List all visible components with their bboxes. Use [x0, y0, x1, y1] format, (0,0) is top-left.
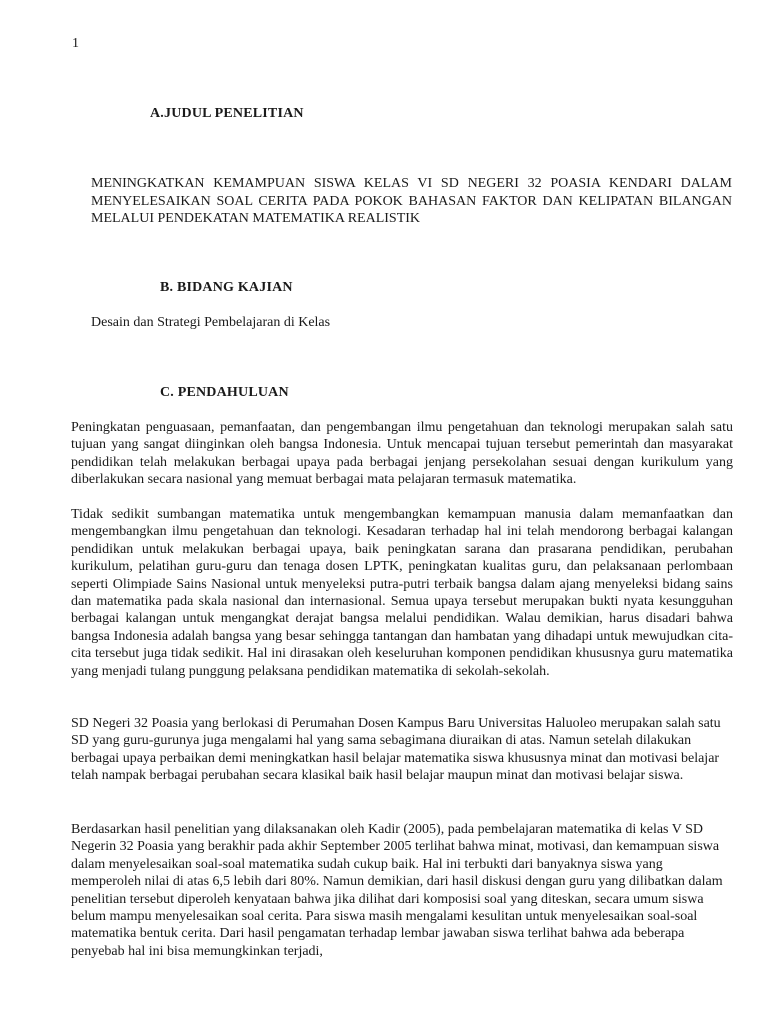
research-title: MENINGKATKAN KEMAMPUAN SISWA KELAS VI SD NEGERI 32 POASIA KENDARI DALAM MENYELESAIKAN SOAL CERITA PADA POKOK BAHASAN FAKTOR DAN KELIPATAN BILANGAN MELALUI PENDEKATAN MATEMATIKA REALISTIK: [91, 176, 732, 226]
page-number: 1: [72, 36, 79, 51]
intro-paragraph-3: SD Negeri 32 Poasia yang berlokasi di Perumahan Dosen Kampus Baru Universitas Haluoleo merupakan salah satu SD yang guru-gurunya juga mengalami hal yang sama sebagimana diuraikan di atas. Namun setelah dilakukan berbagai upaya perbaikan demi meningkatkan hasil belajar matematika siswa khususnya minat dan motivasi belajar telah nampak berbagai perubahan secara klasikal baik hasil belajar maupun minat dan motivasi belajar siswa.: [71, 716, 721, 784]
section-a-heading: A.JUDUL PENELITIAN: [150, 106, 304, 121]
intro-paragraph-2: Tidak sedikit sumbangan matematika untuk mengembangkan kemampuan manusia dalam memanfaatkan dan mengembangkan ilmu pengetahuan dan teknologi. Kesadaran terhadap hal ini telah mendorong berbagai kalangan pendidikan untuk melakukan berbagai upaya, baik peningkatan sarana dan prasarana pendidikan, perubahan kurikulum, pelatihan guru-guru dan tenaga dosen LPTK, peningkatan kualitas guru, dan pelaksanaan perlombaan seperti Olimpiade Sains Nasional untuk menyeleksi putra-putri terbaik bangsa dalam ajang menyeleksi bidang sains dan matematika pada skala nasional dan internasional. Semua upaya tersebut merupakan bukti nyata kesungguhan berbagai kalangan untuk mengangkat derajat bangsa melalui pendidikan. Walau demikian, harus disadari bahwa bangsa Indonesia adalah bangsa yang besar sehingga tantangan dan hambatan yang dihadapi untuk mewujudkan cita-cita tersebut juga tidak sedikit. Hal ini dirasakan oleh keseluruhan komponen pendidikan khususnya guru matematika yang menjadi tulang punggung pelaksana pendidikan matematika di sekolah-sekolah.: [71, 507, 733, 679]
intro-paragraph-1: Peningkatan penguasaan, pemanfaatan, dan pengembangan ilmu pengetahuan dan teknologi merupakan salah satu tujuan yang sangat diinginkan oleh bangsa Indonesia. Untuk mencapai tujuan tersebut pemerintah dan masyarakat pendidikan telah melakukan berbagai upaya pada berbagai jenjang persekolahan sesuai dengan kurikulum yang diberlakukan secara nasional yang memuat berbagai mata pelajaran termasuk matematika.: [71, 420, 733, 488]
section-c-heading: C. PENDAHULUAN: [160, 385, 289, 400]
intro-paragraph-4: Berdasarkan hasil penelitian yang dilaksanakan oleh Kadir (2005), pada pembelajaran matematika di kelas V SD Negerin 32 Poasia yang berakhir pada akhir September 2005 terlihat bahwa minat, motivasi, dan kemampuan siswa dalam menyelesaikan soal-soal matematika sudah cukup baik. Hal ini terbukti dari banyaknya siswa yang memperoleh nilai di atas 6,5 lebih dari 80%. Namun demikian, dari hasil diskusi dengan guru yang dilibatkan dalam penelitian tersebut diperoleh kenyataan bahwa jika dilihat dari komposisi soal yang diteskan, secara umum siswa belum mampu menyelesaikan soal cerita. Para siswa masih mengalami kesulitan untuk menyelesaikan soal-soal matematika bentuk cerita. Dari hasil pengamatan terhadap lembar jawaban siswa terlihat bahwa ada beberapa penyebab hal ini bisa memungkinkan terjadi,: [71, 822, 723, 959]
study-field-text: Desain dan Strategi Pembelajaran di Kelas: [91, 315, 331, 330]
section-b-heading: B. BIDANG KAJIAN: [160, 280, 293, 295]
